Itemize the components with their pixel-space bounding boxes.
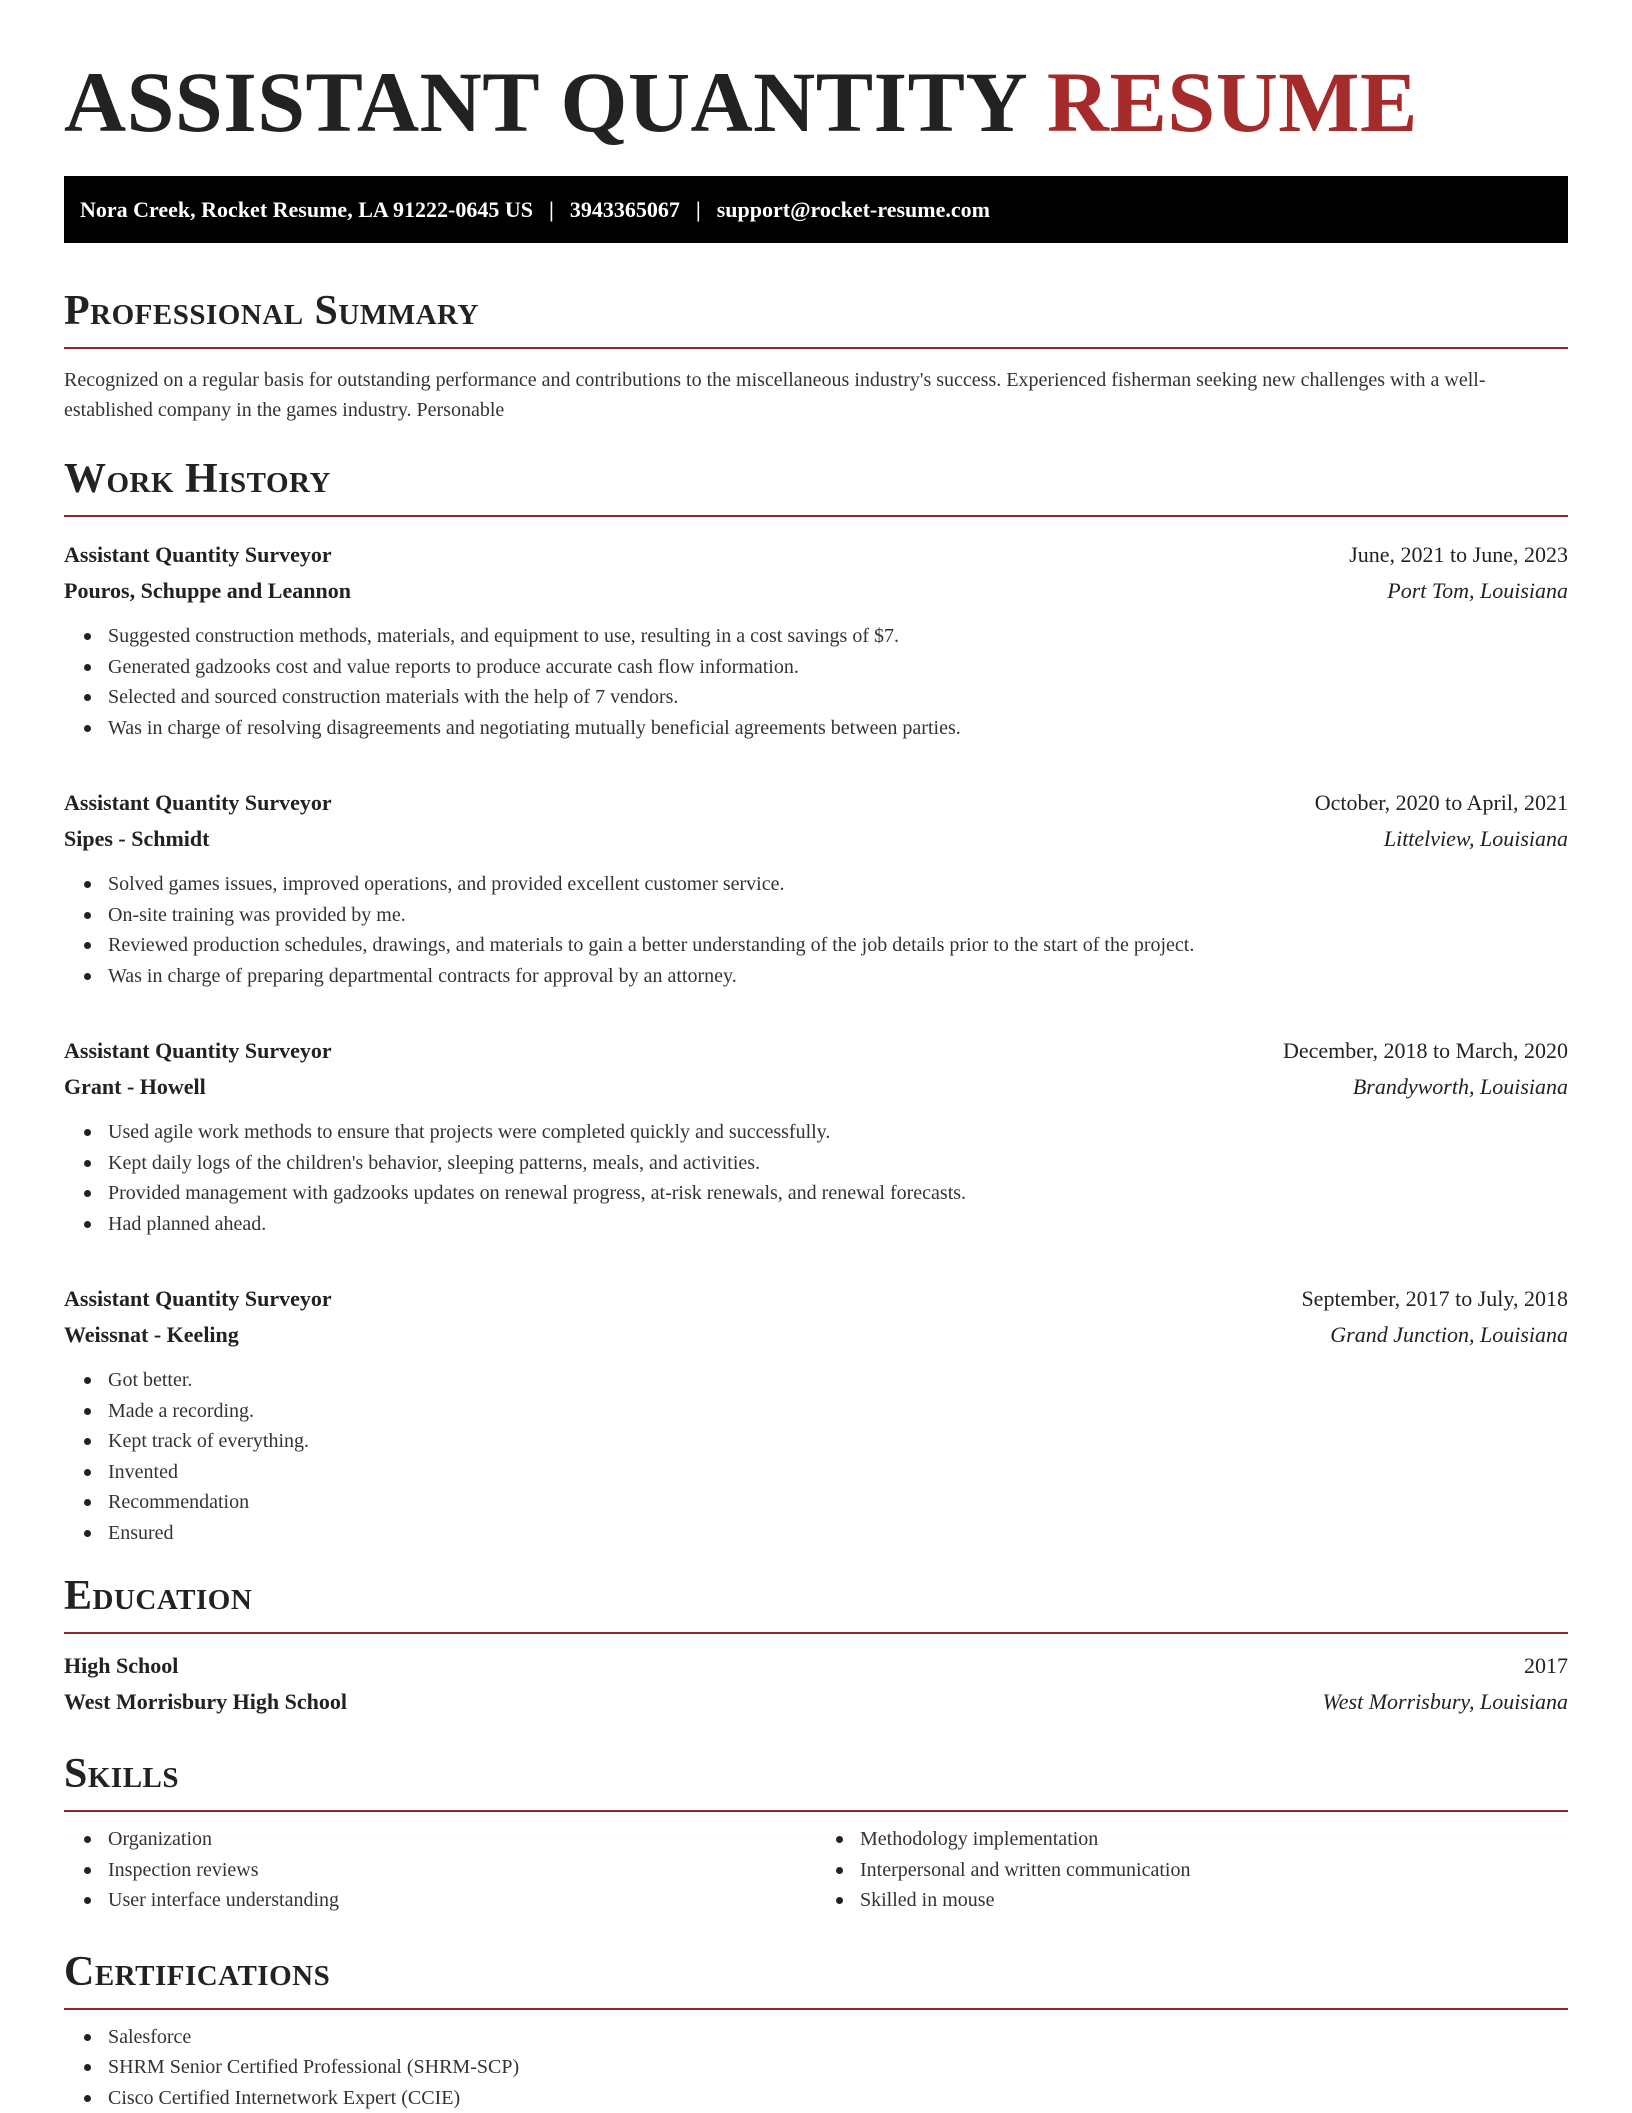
list-item: Organization [108, 1824, 816, 1855]
resume-page [64, 0, 1568, 2113]
education-year: 2017 [1524, 1648, 1568, 1684]
list-item: Skilled in mouse [860, 1885, 1568, 1916]
job-bullets [64, 1365, 1568, 1548]
education-section [64, 1570, 1568, 1720]
education-school: West Morrisbury High School [64, 1684, 347, 1720]
list-item: Interpersonal and written communication [860, 1855, 1568, 1886]
job-dates: October, 2020 to April, 2021 [1315, 785, 1568, 821]
summary-section [64, 285, 1568, 425]
section-divider [64, 347, 1568, 349]
skills-heading: Skills [64, 1748, 1568, 1800]
job-location: Port Tom, Louisiana [1387, 573, 1568, 609]
job-dates: December, 2018 to March, 2020 [1283, 1033, 1568, 1069]
contact-email: support@rocket-resume.com [717, 197, 990, 223]
certifications-section [64, 1946, 1568, 2113]
list-item: Got better. [108, 1365, 1568, 1396]
education-location: West Morrisbury, Louisiana [1322, 1684, 1568, 1720]
skills-grid [64, 1824, 1568, 1916]
job-dates: June, 2021 to June, 2023 [1349, 537, 1568, 573]
contact-phone: 3943365067 [570, 197, 680, 223]
job-dates: September, 2017 to July, 2018 [1301, 1281, 1568, 1317]
title-accent: RESUME [1047, 54, 1418, 150]
list-item: Recommendation [108, 1487, 1568, 1518]
job-title: Assistant Quantity Surveyor [64, 1281, 332, 1317]
work-history-heading: Work History [64, 453, 1568, 505]
list-item: Invented [108, 1457, 1568, 1488]
list-item: Was in charge of resolving disagreements and negotiating mutually beneficial agreements between parties. [108, 713, 1568, 744]
job-company: Sipes - Schmidt [64, 821, 209, 857]
job-company: Weissnat - Keeling [64, 1317, 239, 1353]
list-item: Ensured [108, 1518, 1568, 1549]
list-item: Was in charge of preparing departmental contracts for approval by an attorney. [108, 961, 1568, 992]
list-item: Cisco Certified Internetwork Expert (CCIE) [108, 2083, 1568, 2113]
summary-heading: Professional Summary [64, 285, 1568, 337]
list-item: On-site training was provided by me. [108, 900, 1568, 931]
list-item: Kept track of everything. [108, 1426, 1568, 1457]
list-item: SHRM Senior Certified Professional (SHRM-SCP) [108, 2052, 1568, 2083]
certifications-list [64, 2022, 1568, 2113]
list-item: Selected and sourced construction materials with the help of 7 vendors. [108, 682, 1568, 713]
section-divider [64, 515, 1568, 517]
job-entry [64, 785, 1568, 991]
education-entry [64, 1648, 1568, 1720]
work-history-section [64, 453, 1568, 1548]
resume-title [64, 0, 1568, 152]
summary-text: Recognized on a regular basis for outstanding performance and contributions to the miscellaneous industry's success. Experienced fisherman seeking new challenges with a well-established company in the games industry. Personable [64, 365, 1568, 425]
list-item: Provided management with gadzooks updates on renewal progress, at-risk renewals, and renewal forecasts. [108, 1178, 1568, 1209]
list-item: Solved games issues, improved operations, and provided excellent customer service. [108, 869, 1568, 900]
job-bullets [64, 869, 1568, 991]
education-degree: High School [64, 1648, 178, 1684]
contact-separator: | [549, 197, 554, 223]
list-item: Made a recording. [108, 1396, 1568, 1427]
contact-bar [64, 176, 1568, 243]
skills-list-left [64, 1824, 816, 1916]
job-entry [64, 1281, 1568, 1548]
education-heading: Education [64, 1570, 1568, 1622]
job-location: Brandyworth, Louisiana [1353, 1069, 1568, 1105]
list-item: Inspection reviews [108, 1855, 816, 1886]
job-title: Assistant Quantity Surveyor [64, 537, 332, 573]
contact-separator: | [696, 197, 701, 223]
job-title: Assistant Quantity Surveyor [64, 785, 332, 821]
job-company: Grant - Howell [64, 1069, 206, 1105]
list-item: Kept daily logs of the children's behavior, sleeping patterns, meals, and activities. [108, 1148, 1568, 1179]
list-item: Suggested construction methods, materials, and equipment to use, resulting in a cost savings of $7. [108, 621, 1568, 652]
list-item: Used agile work methods to ensure that projects were completed quickly and successfully. [108, 1117, 1568, 1148]
list-item: Salesforce [108, 2022, 1568, 2053]
list-item: Had planned ahead. [108, 1209, 1568, 1240]
skills-list-right [816, 1824, 1568, 1916]
list-item: User interface understanding [108, 1885, 816, 1916]
list-item: Generated gadzooks cost and value reports to produce accurate cash flow information. [108, 652, 1568, 683]
section-divider [64, 1810, 1568, 1812]
list-item: Methodology implementation [860, 1824, 1568, 1855]
list-item: Reviewed production schedules, drawings, and materials to gain a better understanding of the job details prior to the start of the project. [108, 930, 1568, 961]
section-divider [64, 2008, 1568, 2010]
title-main: ASSISTANT QUANTITY [64, 54, 1025, 150]
job-location: Littelview, Louisiana [1384, 821, 1568, 857]
certifications-heading: Certifications [64, 1946, 1568, 1998]
job-title: Assistant Quantity Surveyor [64, 1033, 332, 1069]
job-entry [64, 1033, 1568, 1239]
job-entry [64, 537, 1568, 743]
job-bullets [64, 1117, 1568, 1239]
contact-address: Nora Creek, Rocket Resume, LA 91222-0645 US [80, 197, 533, 223]
skills-section [64, 1748, 1568, 1916]
job-location: Grand Junction, Louisiana [1330, 1317, 1568, 1353]
job-company: Pouros, Schuppe and Leannon [64, 573, 351, 609]
job-bullets [64, 621, 1568, 743]
section-divider [64, 1632, 1568, 1634]
